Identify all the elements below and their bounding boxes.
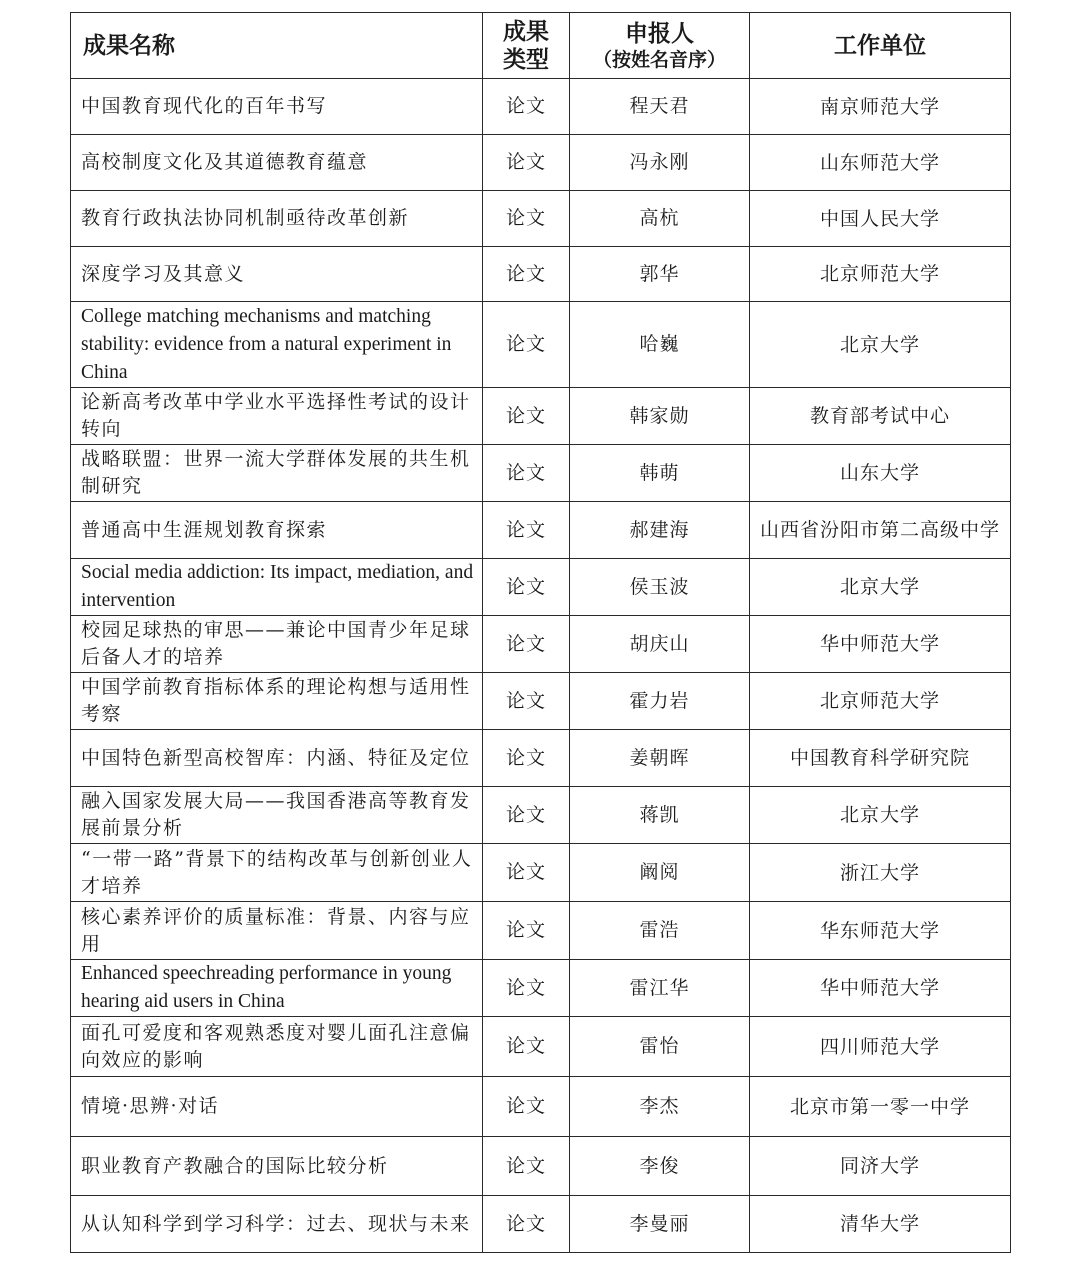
- achievement-title: Social media addiction: Its impact, mediation, and intervention: [71, 559, 483, 616]
- work-unit: 华中师范大学: [750, 616, 1011, 673]
- applicant-name: 胡庆山: [570, 616, 750, 673]
- achievement-title: 职业教育产教融合的国际比较分析: [71, 1137, 483, 1196]
- table-row: [71, 1137, 1011, 1196]
- header-type: [483, 13, 570, 79]
- applicant-name: 李杰: [570, 1077, 750, 1137]
- table-row: [71, 730, 1011, 787]
- achievement-title: 中国特色新型高校智库：内涵、特征及定位: [71, 730, 483, 787]
- applicant-name: 郝建海: [570, 502, 750, 559]
- achievement-title: 情境·思辨·对话: [71, 1077, 483, 1137]
- achievement-title: 教育行政执法协同机制亟待改革创新: [71, 191, 483, 247]
- applicant-name: 侯玉波: [570, 559, 750, 616]
- header-unit-label: 工作单位: [834, 32, 926, 59]
- work-unit: 北京师范大学: [750, 673, 1011, 730]
- table-body: [71, 79, 1011, 1253]
- work-unit: 山西省汾阳市第二高级中学: [750, 502, 1011, 559]
- achievement-type: 论文: [483, 191, 570, 247]
- achievement-title: “一带一路”背景下的结构改革与创新创业人才培养: [71, 844, 483, 902]
- work-unit: 北京大学: [750, 302, 1011, 388]
- achievement-title: College matching mechanisms and matching stability: evidence from a natural experiment in China: [71, 302, 483, 388]
- applicant-name: 霍力岩: [570, 673, 750, 730]
- achievement-type: 论文: [483, 902, 570, 960]
- applicant-name: 姜朝晖: [570, 730, 750, 787]
- work-unit: 四川师范大学: [750, 1017, 1011, 1077]
- achievement-type: 论文: [483, 445, 570, 502]
- table-row: [71, 902, 1011, 960]
- achievement-title: 核心素养评价的质量标准：背景、内容与应用: [71, 902, 483, 960]
- header-applicant-note: （按姓名音序）: [592, 48, 726, 71]
- applicant-name: 郭华: [570, 247, 750, 302]
- achievement-title: 中国教育现代化的百年书写: [71, 79, 483, 135]
- achievement-title: 校园足球热的审思——兼论中国青少年足球后备人才的培养: [71, 616, 483, 673]
- table-row: [71, 302, 1011, 388]
- achievement-type: 论文: [483, 616, 570, 673]
- table-row: [71, 844, 1011, 902]
- table-row: [71, 1017, 1011, 1077]
- work-unit: 北京大学: [750, 559, 1011, 616]
- applicant-name: 李俊: [570, 1137, 750, 1196]
- applicant-name: 阚阅: [570, 844, 750, 902]
- table-row: [71, 960, 1011, 1017]
- work-unit: 教育部考试中心: [750, 388, 1011, 445]
- work-unit: 中国教育科学研究院: [750, 730, 1011, 787]
- work-unit: 北京师范大学: [750, 247, 1011, 302]
- work-unit: 中国人民大学: [750, 191, 1011, 247]
- applicant-name: 韩萌: [570, 445, 750, 502]
- table-row: [71, 1077, 1011, 1137]
- table-row: [71, 79, 1011, 135]
- applicant-name: 蒋凯: [570, 787, 750, 844]
- applicant-name: 李曼丽: [570, 1196, 750, 1253]
- achievement-type: 论文: [483, 1017, 570, 1077]
- table-row: [71, 616, 1011, 673]
- achievement-type: 论文: [483, 844, 570, 902]
- achievement-type: 论文: [483, 247, 570, 302]
- header-type-line2: 类型: [503, 46, 549, 73]
- header-title: [71, 13, 483, 79]
- table-row: [71, 502, 1011, 559]
- header-applicant: [570, 13, 750, 79]
- work-unit: 浙江大学: [750, 844, 1011, 902]
- header-type-line1: 成果: [503, 18, 549, 45]
- applicant-name: 雷怡: [570, 1017, 750, 1077]
- achievement-title: 高校制度文化及其道德教育蕴意: [71, 135, 483, 191]
- achievement-title: 融入国家发展大局——我国香港高等教育发展前景分析: [71, 787, 483, 844]
- achievement-type: 论文: [483, 79, 570, 135]
- table-row: [71, 191, 1011, 247]
- achievement-type: 论文: [483, 1077, 570, 1137]
- achievement-title: 战略联盟：世界一流大学群体发展的共生机制研究: [71, 445, 483, 502]
- work-unit: 华东师范大学: [750, 902, 1011, 960]
- work-unit: 北京市第一零一中学: [750, 1077, 1011, 1137]
- table-row: [71, 388, 1011, 445]
- achievement-type: 论文: [483, 1196, 570, 1253]
- table-row: [71, 787, 1011, 844]
- header-title-label: 成果名称: [83, 32, 175, 59]
- work-unit: 华中师范大学: [750, 960, 1011, 1017]
- applicant-name: 程天君: [570, 79, 750, 135]
- achievements-table: [70, 12, 1011, 1253]
- work-unit: 清华大学: [750, 1196, 1011, 1253]
- achievement-type: 论文: [483, 1137, 570, 1196]
- achievement-type: 论文: [483, 960, 570, 1017]
- work-unit: 山东师范大学: [750, 135, 1011, 191]
- achievement-title: 中国学前教育指标体系的理论构想与适用性考察: [71, 673, 483, 730]
- table-row: [71, 135, 1011, 191]
- achievement-title: 论新高考改革中学业水平选择性考试的设计转向: [71, 388, 483, 445]
- achievement-type: 论文: [483, 135, 570, 191]
- table-row: [71, 559, 1011, 616]
- achievement-title: 普通高中生涯规划教育探索: [71, 502, 483, 559]
- achievement-type: 论文: [483, 559, 570, 616]
- applicant-name: 冯永刚: [570, 135, 750, 191]
- achievement-title: 面孔可爱度和客观熟悉度对婴儿面孔注意偏向效应的影响: [71, 1017, 483, 1077]
- applicant-name: 雷江华: [570, 960, 750, 1017]
- achievement-title: 深度学习及其意义: [71, 247, 483, 302]
- header-row: [71, 13, 1011, 79]
- applicant-name: 韩家勋: [570, 388, 750, 445]
- header-applicant-label: 申报人: [625, 20, 694, 47]
- achievement-type: 论文: [483, 730, 570, 787]
- header-unit: [750, 13, 1011, 79]
- achievement-title: 从认知科学到学习科学：过去、现状与未来: [71, 1196, 483, 1253]
- achievement-type: 论文: [483, 502, 570, 559]
- work-unit: 同济大学: [750, 1137, 1011, 1196]
- applicant-name: 雷浩: [570, 902, 750, 960]
- table-row: [71, 445, 1011, 502]
- achievement-title: Enhanced speechreading performance in young hearing aid users in China: [71, 960, 483, 1017]
- table-row: [71, 673, 1011, 730]
- work-unit: 山东大学: [750, 445, 1011, 502]
- achievement-type: 论文: [483, 673, 570, 730]
- achievement-type: 论文: [483, 787, 570, 844]
- work-unit: 南京师范大学: [750, 79, 1011, 135]
- table-row: [71, 1196, 1011, 1253]
- applicant-name: 哈巍: [570, 302, 750, 388]
- table-row: [71, 247, 1011, 302]
- work-unit: 北京大学: [750, 787, 1011, 844]
- achievement-type: 论文: [483, 302, 570, 388]
- applicant-name: 高杭: [570, 191, 750, 247]
- achievement-type: 论文: [483, 388, 570, 445]
